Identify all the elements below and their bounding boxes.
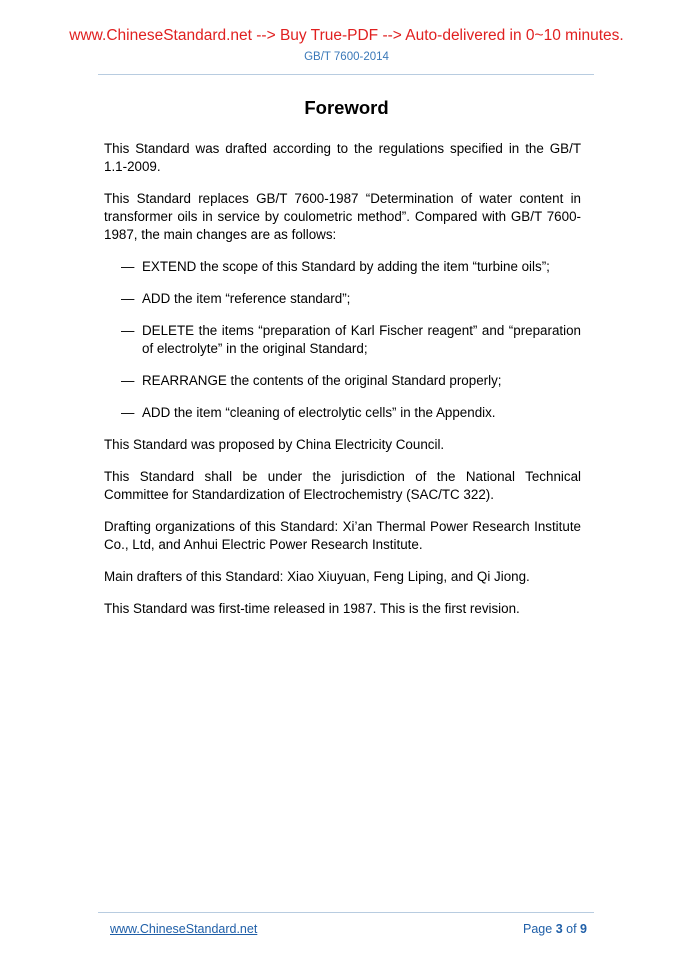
- promo-banner[interactable]: www.ChineseStandard.net --> Buy True-PDF --> Auto-delivered in 0~10 minutes.: [69, 27, 624, 44]
- list-item: [104, 372, 581, 390]
- list-item: [104, 290, 581, 308]
- paragraph-main-drafters: Main drafters of this Standard: Xiao Xiuyuan, Feng Liping, and Qi Jiong.: [104, 569, 530, 584]
- paragraph-release-history: This Standard was first-time released in 1987. This is the first revision.: [104, 601, 520, 616]
- list-item-text: ADD the item “cleaning of electrolytic cells” in the Appendix.: [142, 405, 496, 420]
- list-item-text: ADD the item “reference standard”;: [142, 291, 351, 306]
- list-dash: —: [121, 405, 135, 420]
- paragraph-jurisdiction: This Standard shall be under the jurisdiction of the National Technical Committee for Standardization of Electrochemistry (SAC/TC 322).: [104, 469, 581, 502]
- paragraph-replaces: This Standard replaces GB/T 7600-1987 “Determination of water content in transformer oils in service by coulometric method”. Compared with GB/T 7600-1987, the main changes are as follows:: [104, 191, 581, 242]
- paragraph-drafting-organizations: Drafting organizations of this Standard: Xi’an Thermal Power Research Institute Co., Ltd, and Anhui Electric Power Research Institute.: [104, 519, 581, 552]
- header-divider: [98, 74, 594, 75]
- list-item-text: DELETE the items “preparation of Karl Fischer reagent” and “preparation of electrolyte” in the original Standard;: [142, 323, 581, 356]
- page-word: Page: [523, 922, 553, 936]
- page-indicator: [523, 922, 587, 936]
- list-item-text: EXTEND the scope of this Standard by adding the item “turbine oils”;: [142, 259, 550, 274]
- list-item-text: REARRANGE the contents of the original Standard properly;: [142, 373, 502, 388]
- page-of-word: of: [566, 922, 577, 936]
- footer-site-link[interactable]: www.ChineseStandard.net: [110, 922, 258, 936]
- document-body: [104, 140, 581, 632]
- page-current: 3: [555, 922, 563, 936]
- list-dash: —: [121, 291, 135, 306]
- page-total: 9: [580, 922, 587, 936]
- paragraph-drafting-basis: This Standard was drafted according to the regulations specified in the GB/T 1.1-2009.: [104, 141, 581, 174]
- list-dash: —: [121, 259, 135, 274]
- list-item: [104, 322, 581, 358]
- page-title: Foreword: [304, 97, 389, 118]
- list-dash: —: [121, 323, 135, 338]
- footer-divider: [98, 912, 594, 913]
- list-item: [104, 258, 581, 276]
- standard-code-header: GB/T 7600-2014: [304, 51, 389, 63]
- paragraph-proposed-by: This Standard was proposed by China Electricity Council.: [104, 437, 445, 452]
- list-dash: —: [121, 373, 135, 388]
- list-item: [104, 404, 581, 422]
